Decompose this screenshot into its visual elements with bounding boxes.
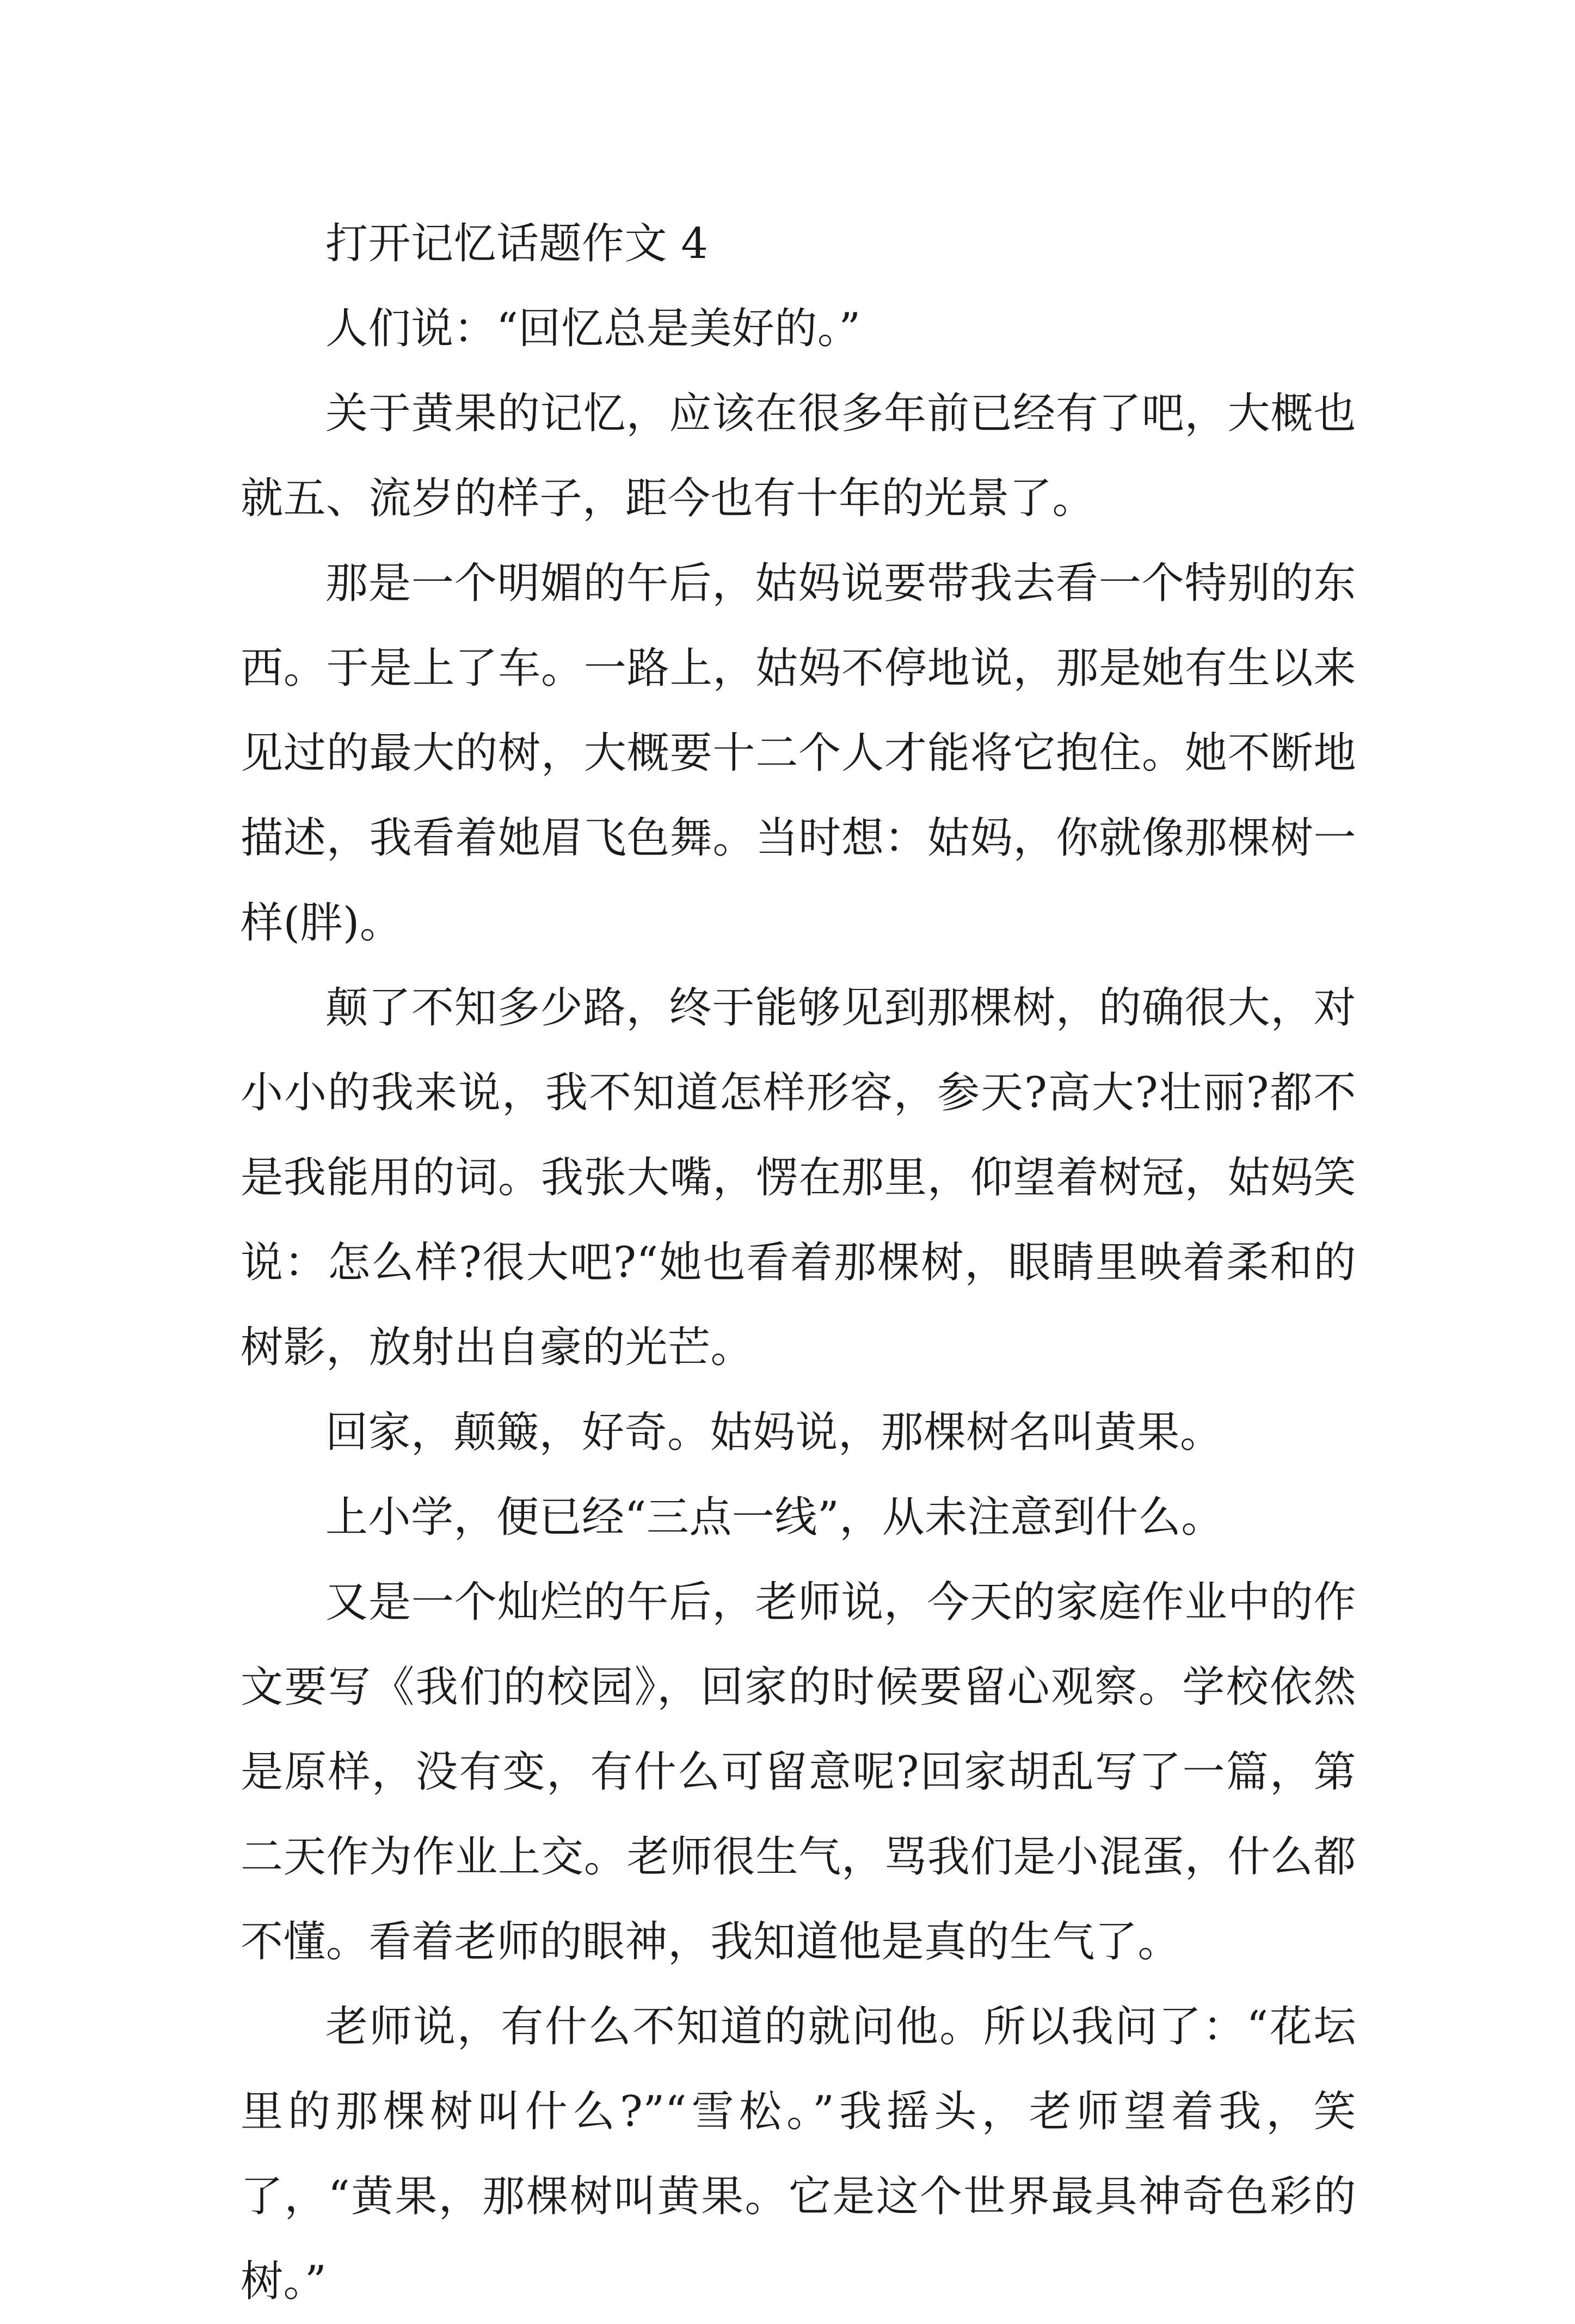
paragraph: 那是一个明媚的午后，姑妈说要带我去看一个特别的东西。于是上了车。一路上，姑妈不停地说，那是她有生以来见过的最大的树，大概要十二个人才能将它抱住。她不断地描述，我看着她眉飞色舞。当时想：姑妈，你就像那棵树一样(胖)。 [241,559,1356,948]
paragraph: 老师说，有什么不知道的就问他。所以我问了：“花坛里的那棵树叫什么?”“雪松。”我摇头，老师望着我，笑了，“黄果，那棵树叫黄果。它是这个世界最具神奇色彩的树。” [241,2002,1356,2306]
paragraph: 回家，颠簸，好奇。姑妈说，那棵树名叫黄果。 [325,1408,1223,1457]
paragraph: 人们说：“回忆总是美好的。” [325,304,861,353]
paragraph: 又是一个灿烂的午后，老师说，今天的家庭作业中的作文要写《我们的校园》，回家的时候要留心观察。学校依然是原样，没有变，有什么可留意呢?回家胡乱写了一篇，第二天作为作业上交。老师很生气，骂我们是小混蛋，什么都不懂。看着老师的眼神，我知道他是真的生气了。 [241,1578,1356,1966]
paragraph: 颠了不知多少路，终于能够见到那棵树，的确很大，对小小的我来说，我不知道怎样形容，参天?高大?壮丽?都不是我能用的词。我张大嘴，愣在那里，仰望着树冠，姑妈笑说：怎么样?很大吧?“她也看着那棵树，眼睛里映着柔和的树影，放射出自豪的光芒。 [241,983,1356,1372]
essay-title: 打开记忆话题作文 4 [325,219,709,268]
paragraph: 上小学，便已经“三点一线”，从未注意到什么。 [325,1493,1224,1542]
essay-body [241,201,1356,2324]
paragraph: 关于黄果的记忆，应该在很多年前已经有了吧，大概也就五、流岁的样子，距今也有十年的光景了。 [241,389,1356,523]
